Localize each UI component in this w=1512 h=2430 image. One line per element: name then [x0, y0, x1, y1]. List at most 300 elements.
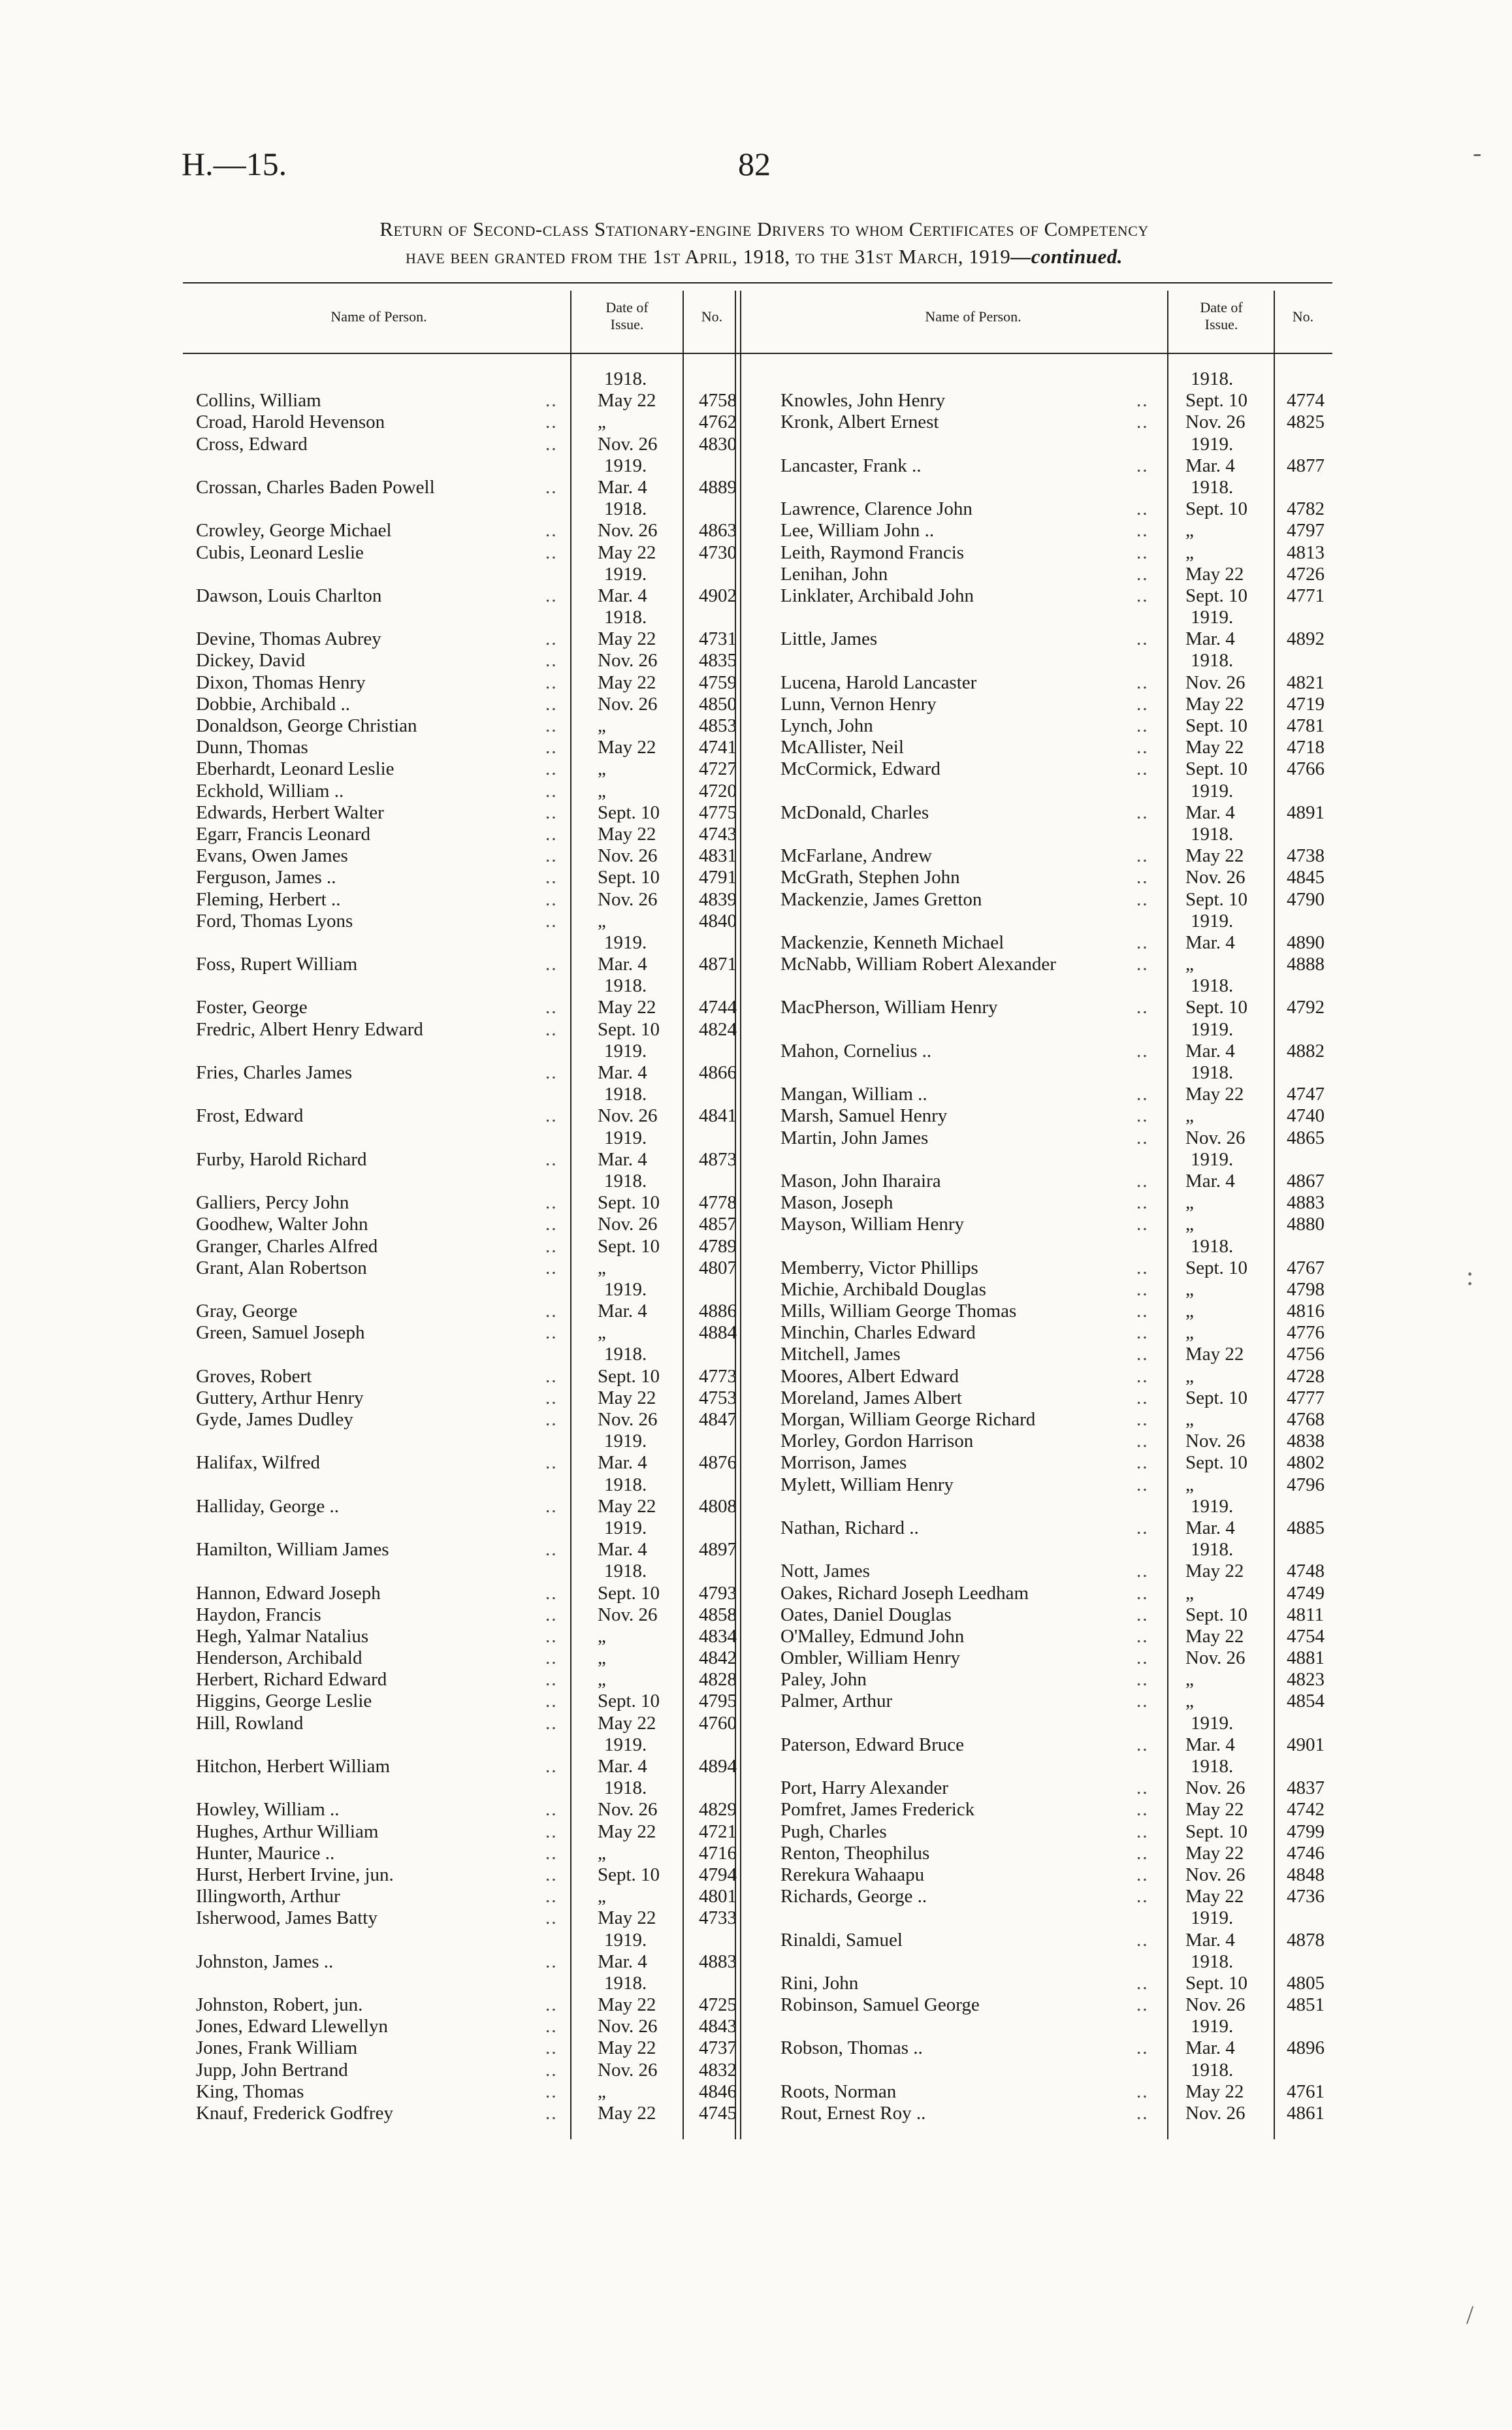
certificate-number: 4774 — [1287, 390, 1325, 412]
table-row — [780, 2037, 1329, 2059]
date-of-issue: Sept. 10 — [1185, 498, 1248, 520]
date-of-issue: „ — [598, 1886, 606, 1907]
table-row — [196, 910, 737, 932]
certificate-number: 4865 — [1287, 1127, 1325, 1148]
year-label: 1919. — [604, 1278, 647, 1300]
table-row — [196, 1257, 737, 1279]
table-row — [780, 1973, 1329, 1994]
date-of-issue: Mar. 4 — [598, 1539, 647, 1561]
year-row — [196, 1041, 732, 1062]
certificate-number: 4894 — [699, 1756, 737, 1777]
date-of-issue: May 22 — [1185, 1625, 1244, 1647]
date-of-issue: Mar. 4 — [1185, 628, 1235, 650]
date-of-issue: Sept. 10 — [598, 1864, 660, 1885]
leader-dots: .. — [1136, 693, 1149, 715]
table-row — [780, 1127, 1329, 1149]
certificate-number: 4891 — [1287, 802, 1325, 823]
date-of-issue: „ — [1185, 1691, 1194, 1712]
date-of-issue: „ — [1185, 1409, 1194, 1430]
table-row — [780, 498, 1329, 520]
leader-dots: .. — [1136, 845, 1149, 867]
leader-dots: .. — [545, 1409, 558, 1430]
person-name: Memberry, Victor Phillips — [780, 1257, 978, 1278]
person-name: Robson, Thomas .. — [780, 2037, 923, 2059]
table-row — [780, 1409, 1329, 1431]
date-of-issue: May 22 — [598, 823, 656, 845]
leader-dots: .. — [1136, 1084, 1149, 1105]
date-of-issue: May 22 — [1185, 1561, 1244, 1582]
table-row — [196, 1235, 737, 1257]
date-of-issue: May 22 — [1185, 1886, 1244, 1907]
person-name: Frost, Edward — [196, 1105, 304, 1127]
person-name: Knowles, John Henry — [780, 390, 946, 412]
date-of-issue: „ — [598, 1669, 606, 1691]
person-name: Rini, John — [780, 1972, 859, 1994]
leader-dots: .. — [1136, 758, 1149, 780]
right-column — [780, 368, 1329, 2124]
year-row — [780, 434, 1329, 455]
table-row — [196, 2103, 737, 2124]
person-name: Eberhardt, Leonard Leslie — [196, 758, 394, 780]
year-row — [196, 1517, 732, 1539]
date-of-issue: May 22 — [598, 2037, 656, 2059]
certificate-number: 4738 — [1287, 845, 1325, 867]
year-row — [196, 1279, 732, 1301]
table-row — [780, 390, 1329, 412]
table-row — [780, 694, 1329, 715]
date-of-issue: May 22 — [598, 542, 656, 563]
person-name: Oates, Daniel Douglas — [780, 1604, 952, 1625]
year-label: 1919. — [1191, 1148, 1234, 1170]
leader-dots: .. — [545, 802, 558, 823]
date-of-issue: May 22 — [1185, 2081, 1244, 2102]
table-row — [780, 1041, 1329, 1062]
person-name: Rinaldi, Samuel — [780, 1929, 903, 1951]
year-row — [780, 1951, 1329, 1973]
person-name: Little, James — [780, 628, 878, 650]
table-row — [196, 867, 737, 888]
person-name: Roots, Norman — [780, 2081, 897, 2102]
leader-dots: .. — [1136, 1040, 1149, 1061]
table-row — [780, 889, 1329, 911]
year-row — [196, 1084, 732, 1105]
header-top-rule — [183, 282, 1332, 284]
certificate-number: 4773 — [699, 1365, 737, 1387]
person-name: Crowley, George Michael — [196, 520, 392, 542]
table-row — [196, 1625, 737, 1647]
year-row — [196, 1973, 732, 1994]
certificate-number: 4756 — [1287, 1344, 1325, 1365]
date-of-issue: May 22 — [598, 997, 656, 1018]
certificate-number: 4768 — [1287, 1409, 1325, 1430]
table-row — [780, 1366, 1329, 1387]
date-of-issue: Mar. 4 — [1185, 1040, 1235, 1061]
table-row — [196, 412, 737, 433]
certificate-number: 4881 — [1287, 1647, 1325, 1669]
table-row — [196, 476, 737, 498]
leader-dots: .. — [545, 672, 558, 693]
year-label: 1918. — [1191, 368, 1234, 389]
table-row — [780, 1257, 1329, 1279]
person-name: Lee, William John .. — [780, 520, 935, 542]
certificate-number: 4742 — [1287, 1799, 1325, 1821]
date-of-issue: Mar. 4 — [1185, 1929, 1235, 1951]
center-double-rule-b — [740, 291, 741, 2139]
certificate-number: 4727 — [699, 758, 737, 780]
table-row — [780, 1171, 1329, 1192]
table-row — [780, 1322, 1329, 1344]
year-row — [780, 650, 1329, 672]
year-label: 1918. — [1191, 2059, 1234, 2081]
person-name: Pugh, Charles — [780, 1821, 887, 1842]
table-row — [780, 715, 1329, 737]
certificate-number: 4816 — [1287, 1301, 1325, 1322]
leader-dots: .. — [545, 1257, 558, 1278]
table-row — [780, 1279, 1329, 1301]
page-number: 82 — [738, 146, 771, 182]
table-row — [780, 758, 1329, 780]
leader-dots: .. — [545, 1062, 558, 1083]
table-row — [780, 520, 1329, 542]
year-row — [196, 607, 732, 628]
year-row — [780, 1713, 1329, 1734]
date-of-issue: Sept. 10 — [1185, 888, 1248, 910]
date-of-issue: Sept. 10 — [1185, 390, 1248, 412]
leader-dots: .. — [545, 1842, 558, 1864]
date-of-issue: Nov. 26 — [598, 1799, 658, 1821]
margin-mark-top: - — [1473, 138, 1482, 167]
year-label: 1918. — [604, 1084, 647, 1105]
table-row — [780, 585, 1329, 607]
year-row — [780, 1149, 1329, 1171]
date-of-issue: May 22 — [1185, 563, 1244, 585]
table-row — [780, 1821, 1329, 1843]
table-row — [780, 1799, 1329, 1821]
leader-dots: .. — [1136, 2081, 1149, 2102]
leader-dots: .. — [545, 1495, 558, 1517]
table-row — [780, 1647, 1329, 1669]
date-of-issue: May 22 — [1185, 1799, 1244, 1821]
date-of-issue: Mar. 4 — [1185, 455, 1235, 476]
date-of-issue: Nov. 26 — [1185, 412, 1246, 433]
title-line-2 — [183, 243, 1345, 270]
table-row — [196, 1691, 737, 1712]
year-label: 1919. — [604, 1517, 647, 1538]
year-row — [780, 781, 1329, 802]
person-name: Port, Harry Alexander — [780, 1777, 948, 1799]
year-label: 1918. — [604, 498, 647, 520]
person-name: Linklater, Archibald John — [780, 585, 974, 606]
person-name: Palmer, Arthur — [780, 1691, 893, 1712]
leader-dots: .. — [1136, 1972, 1149, 1994]
year-label: 1919. — [1191, 2016, 1234, 2037]
person-name: Rerekura Wahaapu — [780, 1864, 925, 1885]
certificate-number: 4791 — [699, 867, 737, 888]
table-row — [780, 564, 1329, 585]
date-of-issue: Nov. 26 — [598, 650, 658, 672]
year-label: 1918. — [604, 1170, 647, 1191]
year-label: 1919. — [604, 1040, 647, 1061]
certificate-number: 4718 — [1287, 737, 1325, 758]
date-of-issue: Mar. 4 — [598, 1756, 647, 1777]
person-name: Morrison, James — [780, 1452, 907, 1474]
person-name: Mylett, William Henry — [780, 1474, 954, 1495]
person-name: Guttery, Arthur Henry — [196, 1387, 364, 1408]
date-of-issue: Sept. 10 — [1185, 1257, 1248, 1278]
right-no-heading: No. — [1292, 308, 1314, 325]
certificate-number: 4744 — [699, 997, 737, 1018]
leader-dots: .. — [545, 1539, 558, 1561]
person-name: Foss, Rupert William — [196, 954, 358, 975]
leader-dots: .. — [1136, 1170, 1149, 1191]
person-name: Nathan, Richard .. — [780, 1517, 919, 1538]
date-of-issue: Nov. 26 — [1185, 1864, 1246, 1885]
certificate-number: 4863 — [699, 520, 737, 542]
date-of-issue: Sept. 10 — [1185, 758, 1248, 780]
table-row — [196, 2081, 737, 2103]
date-of-issue: Mar. 4 — [598, 1301, 647, 1322]
leader-dots: .. — [1136, 455, 1149, 476]
person-name: Galliers, Percy John — [196, 1192, 349, 1214]
table-row — [196, 1951, 737, 1973]
year-label: 1919. — [1191, 1907, 1234, 1929]
table-row — [196, 1214, 737, 1235]
table-row — [780, 1431, 1329, 1452]
certificate-number: 4840 — [699, 910, 737, 932]
table-row — [780, 1994, 1329, 2016]
person-name: Grant, Alan Robertson — [196, 1257, 367, 1278]
leader-dots: .. — [1136, 802, 1149, 823]
year-label: 1919. — [604, 1431, 647, 1452]
leader-dots: .. — [1136, 888, 1149, 910]
table-row — [780, 628, 1329, 650]
person-name: Mason, Joseph — [780, 1192, 893, 1214]
person-name: Evans, Owen James — [196, 845, 348, 867]
table-row — [196, 1495, 737, 1517]
person-name: Mackenzie, Kenneth Michael — [780, 932, 1005, 953]
table-row — [780, 932, 1329, 954]
date-of-issue: Sept. 10 — [1185, 715, 1248, 736]
table-row — [196, 390, 737, 412]
table-row — [196, 1756, 737, 1777]
leader-dots: .. — [545, 1864, 558, 1885]
person-name: Robinson, Samuel George — [780, 1994, 980, 2016]
table-row — [196, 1062, 737, 1084]
leader-dots: .. — [545, 585, 558, 606]
table-row — [196, 1994, 737, 2016]
person-name: Gyde, James Dudley — [196, 1409, 353, 1430]
title-line-1: Return of Second-class Stationary-engine Drivers to whom Certificates of Competency — [379, 218, 1149, 240]
certificate-number: 4720 — [699, 780, 737, 802]
date-of-issue: Mar. 4 — [1185, 802, 1235, 823]
table-row — [780, 802, 1329, 824]
person-name: Johnston, James .. — [196, 1951, 334, 1972]
person-name: Green, Samuel Joseph — [196, 1322, 365, 1344]
date-of-issue: Mar. 4 — [1185, 1734, 1235, 1755]
certificate-number: 4771 — [1287, 585, 1325, 606]
person-name: Devine, Thomas Aubrey — [196, 628, 381, 650]
leader-dots: .. — [545, 1712, 558, 1734]
certificate-number: 4730 — [699, 542, 737, 563]
date-of-issue: Nov. 26 — [598, 520, 658, 542]
leader-dots: .. — [545, 2016, 558, 2037]
date-of-issue: „ — [1185, 1322, 1194, 1344]
year-label: 1918. — [1191, 1235, 1234, 1257]
date-of-issue: May 22 — [1185, 737, 1244, 758]
leader-dots: .. — [1136, 628, 1149, 650]
table-row — [196, 1148, 737, 1171]
certificate-number: 4866 — [699, 1062, 737, 1083]
year-label: 1919. — [1191, 433, 1234, 455]
person-name: Lawrence, Clarence John — [780, 498, 973, 520]
leader-dots: .. — [545, 476, 558, 498]
table-row — [780, 1691, 1329, 1712]
leader-dots: .. — [545, 1365, 558, 1387]
leader-dots: .. — [545, 390, 558, 412]
table-row — [780, 1301, 1329, 1322]
certificate-number: 4747 — [1287, 1084, 1325, 1105]
date-of-issue: „ — [598, 2081, 606, 2102]
table-row — [780, 997, 1329, 1018]
person-name: Jones, Frank William — [196, 2037, 358, 2059]
date-of-issue: May 22 — [598, 2103, 656, 2124]
leader-dots: .. — [545, 1235, 558, 1257]
date-of-issue: Nov. 26 — [1185, 867, 1246, 888]
certificate-number: 4754 — [1287, 1625, 1325, 1647]
leader-dots: .. — [545, 2037, 558, 2059]
certificate-number: 4876 — [699, 1452, 737, 1474]
table-row — [196, 1604, 737, 1626]
year-row — [780, 2016, 1329, 2037]
date-of-issue: „ — [598, 1257, 606, 1278]
table-row — [780, 737, 1329, 758]
leader-dots: .. — [1136, 1691, 1149, 1712]
date-of-issue: Nov. 26 — [1185, 1994, 1246, 2016]
date-of-issue: Nov. 26 — [598, 1604, 658, 1625]
person-name: Edwards, Herbert Walter — [196, 802, 384, 823]
certificate-number: 4777 — [1287, 1387, 1325, 1408]
date-of-issue: Mar. 4 — [598, 1452, 647, 1474]
year-label: 1918. — [1191, 823, 1234, 845]
date-of-issue: Sept. 10 — [1185, 1821, 1248, 1842]
leader-dots: .. — [545, 542, 558, 563]
leader-dots: .. — [545, 1105, 558, 1127]
year-row — [196, 1474, 732, 1496]
date-of-issue: „ — [1185, 1365, 1194, 1387]
person-name: Fries, Charles James — [196, 1062, 353, 1083]
person-name: Hamilton, William James — [196, 1539, 389, 1561]
certificate-number: 4867 — [1287, 1170, 1325, 1191]
table-row — [196, 693, 737, 715]
year-label: 1919. — [604, 455, 647, 476]
table-row — [780, 1864, 1329, 1886]
leader-dots: .. — [1136, 1647, 1149, 1669]
year-label: 1919. — [1191, 780, 1234, 802]
year-row — [780, 975, 1329, 997]
date-of-issue: „ — [1185, 1192, 1194, 1214]
year-label: 1918. — [1191, 1951, 1234, 1972]
date-of-issue: Sept. 10 — [1185, 585, 1248, 606]
person-name: Fredric, Albert Henry Edward — [196, 1018, 423, 1040]
certificate-number: 4766 — [1287, 758, 1325, 780]
year-row — [196, 1431, 732, 1452]
table-row — [196, 1582, 737, 1604]
date-of-issue: Mar. 4 — [598, 1062, 647, 1083]
date-of-issue: Sept. 10 — [598, 1582, 660, 1604]
date-of-issue: „ — [1185, 1214, 1194, 1235]
certificate-number: 4883 — [1287, 1192, 1325, 1214]
person-name: Hughes, Arthur William — [196, 1821, 379, 1842]
table-row — [196, 1192, 737, 1214]
date-of-issue: „ — [1185, 542, 1194, 563]
table-row — [780, 2103, 1329, 2124]
certificate-number: 4824 — [699, 1018, 737, 1040]
leader-dots: .. — [1136, 1127, 1149, 1148]
leader-dots: .. — [545, 1907, 558, 1929]
table-row — [196, 1886, 737, 1907]
leader-dots: .. — [545, 1821, 558, 1842]
leader-dots: .. — [545, 845, 558, 867]
certificate-number: 4861 — [1287, 2103, 1325, 2124]
person-name: Morley, Gordon Harrison — [780, 1431, 974, 1452]
certificate-number: 4745 — [699, 2103, 737, 2124]
leader-dots: .. — [1136, 1886, 1149, 1907]
table-row — [196, 672, 737, 694]
table-row — [780, 1387, 1329, 1409]
year-row — [196, 1734, 732, 1756]
leader-dots: .. — [545, 1799, 558, 1821]
person-name: Paley, John — [780, 1669, 867, 1691]
date-of-issue: Mar. 4 — [1185, 1517, 1235, 1538]
certificate-number: 4795 — [699, 1691, 737, 1712]
leader-dots: .. — [545, 1387, 558, 1408]
certificate-number: 4843 — [699, 2016, 737, 2037]
certificate-number: 4807 — [699, 1257, 737, 1278]
person-name: McCormick, Edward — [780, 758, 941, 780]
person-name: Mills, William George Thomas — [780, 1301, 1017, 1322]
certificate-number: 4828 — [699, 1669, 737, 1691]
certificate-number: 4831 — [699, 845, 737, 867]
date-of-issue: Mar. 4 — [1185, 932, 1235, 953]
certificate-number: 4823 — [1287, 1669, 1325, 1691]
table-row — [196, 1105, 737, 1127]
person-name: Ferguson, James .. — [196, 867, 336, 888]
certificate-number: 4841 — [699, 1105, 737, 1127]
person-name: Moores, Albert Edward — [780, 1365, 959, 1387]
date-of-issue: Nov. 26 — [598, 2059, 658, 2081]
person-name: Moreland, James Albert — [780, 1387, 962, 1408]
leader-dots: .. — [545, 823, 558, 845]
certificate-number: 4851 — [1287, 1994, 1325, 2016]
date-of-issue: Mar. 4 — [598, 954, 647, 975]
date-of-issue: May 22 — [598, 1387, 656, 1408]
person-name: Dobbie, Archibald .. — [196, 693, 350, 715]
date-of-issue: Mar. 4 — [598, 476, 647, 498]
table-row — [196, 1301, 737, 1322]
leader-dots: .. — [1136, 563, 1149, 585]
leader-dots: .. — [545, 715, 558, 736]
year-row — [780, 1062, 1329, 1084]
certificate-number: 4889 — [699, 476, 737, 498]
date-of-issue: „ — [1185, 1474, 1194, 1495]
year-row — [780, 477, 1329, 498]
certificate-number: 4888 — [1287, 954, 1325, 975]
person-name: Paterson, Edward Bruce — [780, 1734, 965, 1755]
leader-dots: .. — [1136, 1604, 1149, 1625]
leader-dots: .. — [1136, 1474, 1149, 1495]
leader-dots: .. — [1136, 1799, 1149, 1821]
table-row — [780, 1583, 1329, 1604]
